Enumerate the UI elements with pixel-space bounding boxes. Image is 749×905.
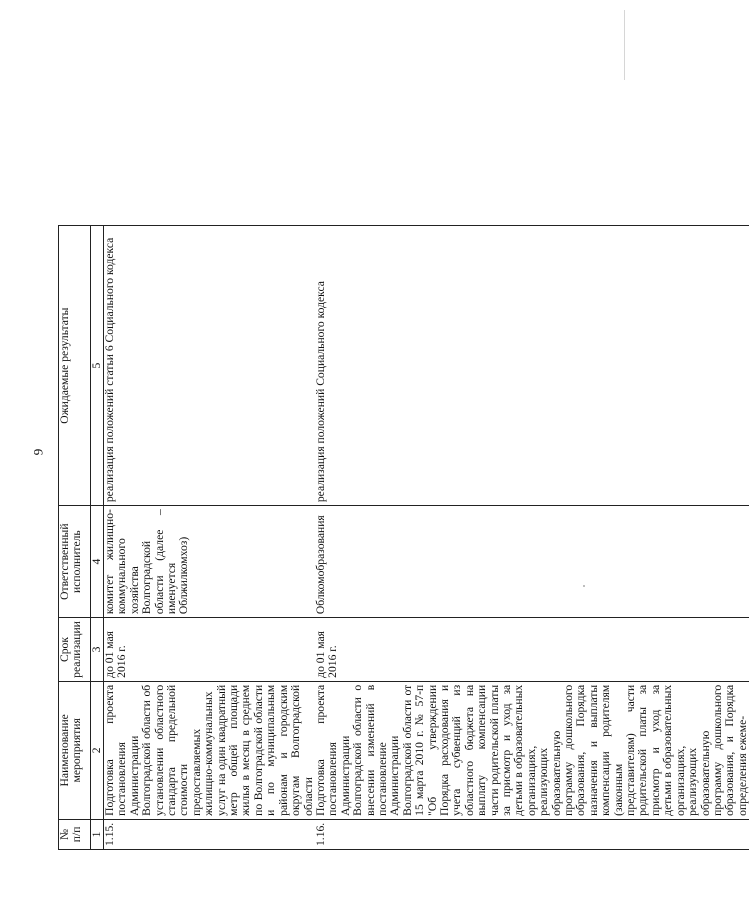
column-number-3: 3 [91, 618, 104, 682]
row-number: 1.16. [315, 819, 749, 849]
row-name: Подготовка проекта постановления Администрации Волгоградской области об установлении областного стандарта предельной стоимости предоставляемых жилищно-коммунальных услуг на один квадратный метр общей площади жилья в месяц в среднем по Волгоградской области и по муниципальным районам и городским округам Волгоградской области [104, 681, 315, 819]
row-term: до 01 мая 2016 г. [104, 618, 315, 682]
row-executor: Облкомобразования [315, 506, 749, 618]
row-executor: комитет жилищно-коммунального хозяйства Волгоградской области (далее – именуется Облжилкомхоз) [104, 506, 315, 618]
row-result: реализация положений статьи 6 Социального кодекса [104, 226, 315, 506]
rotated-table-container [58, 70, 749, 850]
scan-edge-mark [624, 10, 625, 80]
row-number: 1.15. [104, 819, 315, 849]
header-executor: Ответственный исполнитель [59, 506, 91, 618]
measures-table [58, 225, 749, 850]
row-term: до 01 мая 2016 г. [315, 618, 749, 682]
column-number-1: 1 [91, 819, 104, 849]
table-row [104, 226, 315, 850]
header-name: Наименование мероприятия [59, 681, 91, 819]
table-row [315, 226, 749, 850]
column-number-2: 2 [91, 681, 104, 819]
page-number: 9 [30, 448, 46, 456]
header-number: № п/п [59, 819, 91, 849]
column-number-4: 4 [91, 506, 104, 618]
header-result: Ожидаемые результаты [59, 226, 91, 506]
column-number-5: 5 [91, 226, 104, 506]
row-name: Подготовка проекта постановления Администрации Волгоградской области о внесении изменений в постановление Администрации Волгоградской области от 15 марта 2010 г. № 57-п "Об утверждении Порядка расходования и учета субвенций из областного бюджета на выплату компенсации части родительской платы за присмотр и уход за детьми в образовательных организациях, реализующих образовательную программу дошкольного образования, Порядка назначения и выплаты компенсации родителям (законным представителям) части родительской платы за присмотр и уход за детьми в образовательных организациях, реализующих образовательную программу дошкольного образования, и Порядка определения ежеме- [315, 681, 749, 819]
row-result: реализация положений Социального кодекса [315, 226, 749, 506]
scan-dot [583, 585, 585, 587]
header-term: Срок реализации [59, 618, 91, 682]
